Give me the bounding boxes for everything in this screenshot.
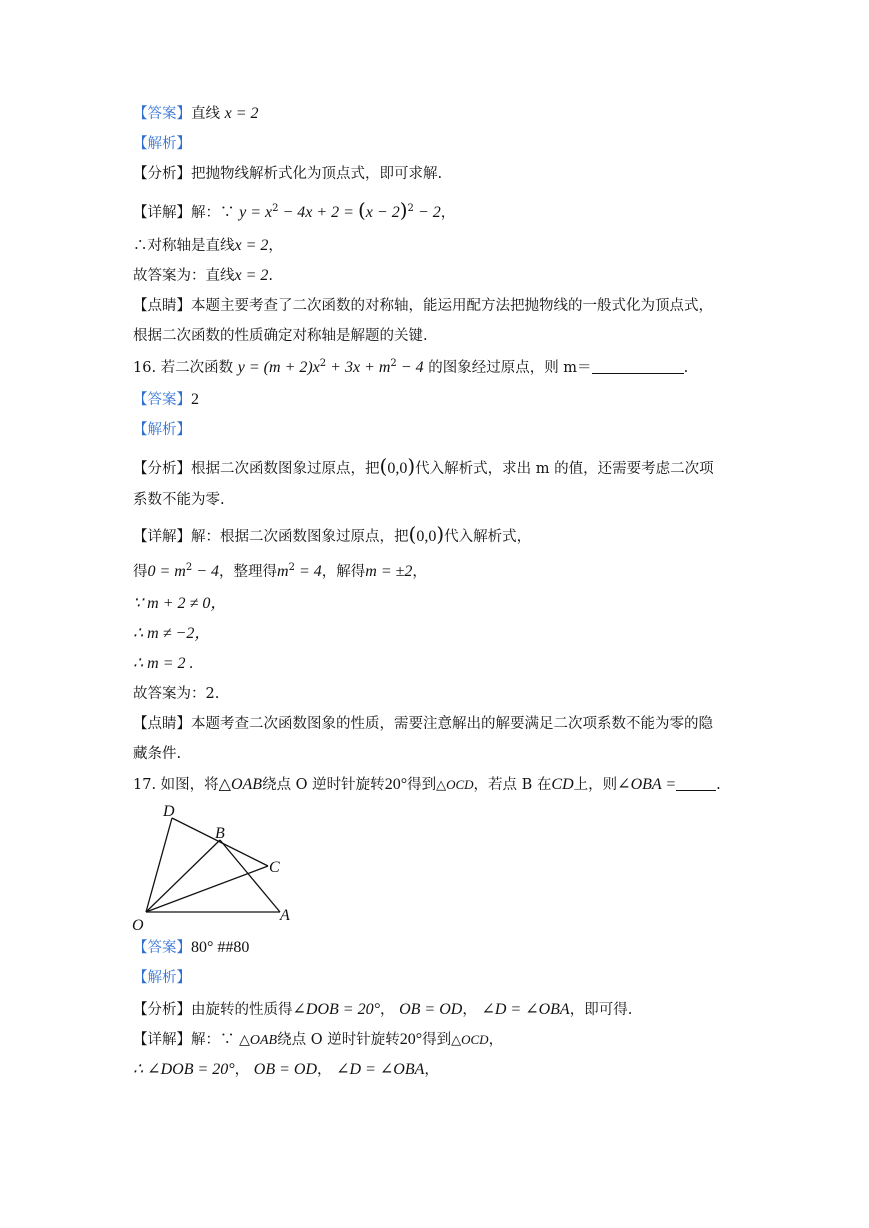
q15-fenxi-text: 把抛物线解析式化为顶点式，即可求解. bbox=[191, 166, 443, 182]
q16-comment-line2 bbox=[133, 744, 181, 764]
fenxi-tag: 【分析】 bbox=[133, 461, 191, 477]
q17-ang: ∠OBA = bbox=[617, 776, 677, 793]
q17-last-line: ∴ ∠DOB = 20°， OB = OD， ∠D = ∠OBA， bbox=[133, 1061, 439, 1078]
q16-comment-line1 bbox=[133, 714, 713, 734]
q17-detail-deg: 20° bbox=[399, 1031, 423, 1048]
detail-tag: 【详解】 bbox=[133, 529, 191, 545]
q15-detail-expr2: − 4x + 2 = bbox=[278, 204, 358, 221]
q15-answer-expr: x = 2 bbox=[224, 105, 259, 122]
q16-detail-line5 bbox=[133, 654, 194, 674]
q16-detail1-a: 解：根据二次函数图象过原点，把 bbox=[191, 529, 409, 545]
q16-detail-line3 bbox=[133, 594, 226, 614]
fenxi-tag: 【分析】 bbox=[133, 1002, 191, 1018]
label-B: B bbox=[215, 825, 225, 842]
q15-comment2: 根据二次函数的性质确定对称轴是解题的关键. bbox=[133, 328, 428, 344]
analysis-tag: 【解析】 bbox=[133, 970, 191, 986]
q17-stem-a: 如图，将 bbox=[160, 777, 219, 793]
q16-final: 故答案为：2. bbox=[133, 686, 220, 702]
q15-detail-expr3: x − 2 bbox=[365, 204, 400, 221]
q17-seg: CD bbox=[551, 776, 574, 793]
detail-tag: 【详解】 bbox=[133, 205, 191, 221]
q16-d2-e1: 0 = m bbox=[147, 563, 186, 580]
q17-last-e1: ∴ ∠DOB = 20° bbox=[133, 1061, 235, 1078]
label-C: C bbox=[269, 859, 280, 876]
answer-tag: 【答案】 bbox=[133, 392, 191, 408]
q17-answer-line bbox=[133, 938, 249, 958]
q17-number: 17. bbox=[133, 777, 157, 793]
q16-answer: 2 bbox=[191, 391, 199, 408]
q17-stem: 17. 如图，将△OAB绕点 O 逆时针旋转20°得到△OCD，若点 B 在CD上，则∠OBA = . bbox=[133, 776, 721, 793]
q17-stem-c: 得到 bbox=[407, 777, 437, 793]
q16-analysis-line bbox=[133, 420, 191, 440]
q17-tri1: △OAB bbox=[218, 776, 263, 793]
q16-point-2: 0,0 bbox=[416, 528, 437, 545]
segment-OB bbox=[146, 840, 220, 912]
q17-fenxi-e2: OB = OD bbox=[399, 1001, 463, 1018]
q16-d2-e2: m bbox=[277, 563, 289, 580]
q15-answer-text: 直线 bbox=[191, 106, 220, 122]
q16-fenxi-line1: 【分析】根据二次函数图象过原点，把(0,0)代入解析式，求出 m 的值，还需要考虑二次项 bbox=[133, 454, 714, 478]
q15-line3: 故答案为：直线x = 2. bbox=[133, 267, 274, 284]
q16-d2-b: ，整理得 bbox=[219, 564, 278, 580]
segment-OD bbox=[146, 818, 172, 912]
q17-deg: 20° bbox=[384, 776, 408, 793]
q15-line2-text: ∴对称轴是直线 bbox=[133, 238, 235, 254]
q17-answer-blank bbox=[676, 790, 716, 791]
q15-line2: ∴对称轴是直线x = 2， bbox=[133, 237, 283, 254]
q16-fenxi2: 系数不能为零. bbox=[133, 492, 225, 508]
q16-d2-c: ，解得 bbox=[321, 564, 366, 580]
q16-detail-line4 bbox=[133, 624, 210, 644]
q16-stem-expr3: − 4 bbox=[396, 359, 424, 376]
q15-detail-prefix: 解：∵ bbox=[191, 205, 240, 221]
q16-stem: 16. 若二次函数 $y = (m + 2)x^2 + 3x + m^2 - 4$ 的图象经过原点，则 m＝ . bbox=[133, 358, 689, 376]
q15-detail-sup: 2 bbox=[272, 203, 279, 214]
answer-tag: 【答案】 bbox=[133, 106, 191, 122]
q17-last-e3: ∠D = ∠OBA bbox=[336, 1061, 425, 1078]
q17-detail-tri1: △OAB bbox=[239, 1033, 278, 1048]
segment-BA bbox=[220, 840, 280, 912]
comment-tag: 【点睛】 bbox=[133, 298, 191, 314]
q16-answer-line bbox=[133, 390, 199, 410]
q15-fenxi-line bbox=[133, 164, 442, 184]
label-D: D bbox=[163, 803, 175, 820]
label-O: O bbox=[132, 917, 144, 934]
q17-fenxi-e1: ∠DOB = 20° bbox=[292, 1001, 380, 1018]
q16-d5: ∴ m = 2 . bbox=[133, 655, 194, 672]
analysis-tag: 【解析】 bbox=[133, 136, 191, 152]
q17-fenxi-e3: ∠D = ∠OBA bbox=[481, 1001, 570, 1018]
q16-fenxi-line2 bbox=[133, 490, 225, 510]
q16-stem-sup: 2 bbox=[319, 358, 327, 369]
q15-detail-expr: y = x bbox=[239, 204, 273, 221]
q16-d2-e2b: = 4 bbox=[294, 563, 322, 580]
q16-d2-e1b: − 4 bbox=[192, 563, 220, 580]
q16-point: 0,0 bbox=[387, 460, 408, 477]
comment-tag: 【点睛】 bbox=[133, 716, 191, 732]
detail-tag: 【详解】 bbox=[133, 1032, 191, 1048]
q15-line2-expr: x = 2 bbox=[234, 237, 269, 254]
q15-line3-text: 故答案为：直线 bbox=[133, 268, 235, 284]
q17-detail-b: 绕点 O 逆时针旋转 bbox=[277, 1032, 400, 1048]
q16-detail-line1: 【详解】解：根据二次函数图象过原点，把(0,0)代入解析式， bbox=[133, 522, 532, 546]
q17-detail-a: 解：∵ bbox=[191, 1032, 235, 1048]
label-A: A bbox=[280, 907, 290, 924]
q16-number: 16. bbox=[133, 360, 157, 376]
q16-d2-sup2: 2 bbox=[288, 562, 295, 573]
q16-detail1-b: 代入解析式， bbox=[444, 529, 532, 545]
q17-stem-e: 上，则 bbox=[573, 777, 618, 793]
q16-detail-line2: 得$0 = m^2 - 4$，整理得$m^2 = 4$，解得m = ±2， bbox=[133, 562, 427, 580]
q17-last-e2: OB = OD bbox=[253, 1061, 318, 1078]
q17-fenxi-a: 由旋转的性质得 bbox=[191, 1002, 293, 1018]
q15-detail-line: 【详解】解：∵ $y = x^2 - 4x + 2 = (x - 2)^2 - 2$， bbox=[133, 198, 456, 222]
q16-stem-expr2: + 3x + m bbox=[326, 359, 391, 376]
q15-detail-sup2: 2 bbox=[407, 203, 414, 214]
q17-detail-tri2: △OCD bbox=[451, 1032, 489, 1047]
q17-analysis-line bbox=[133, 968, 191, 988]
q16-answer-blank bbox=[592, 373, 684, 374]
q17-fenxi-line: 【分析】由旋转的性质得∠DOB = 20°， OB = OD， ∠D = ∠OBA，即可得. bbox=[133, 1001, 633, 1018]
q16-d4: ∴ m ≠ −2， bbox=[133, 625, 211, 642]
analysis-tag: 【解析】 bbox=[133, 422, 191, 438]
q15-comment-line2 bbox=[133, 326, 428, 346]
q15-comment-line1 bbox=[133, 296, 713, 316]
q15-detail-expr4: − 2 bbox=[413, 204, 441, 221]
q17-fenxi-b: ，即可得. bbox=[569, 1002, 633, 1018]
q15-line3-expr: x = 2 bbox=[234, 267, 269, 284]
q16-d2-a: 得 bbox=[133, 564, 148, 580]
segment-OC bbox=[146, 866, 268, 912]
q15-answer-line bbox=[133, 104, 259, 124]
fenxi-tag: 【分析】 bbox=[133, 166, 191, 182]
q17-detail-line: 【详解】解：∵ △OAB绕点 O 逆时针旋转20°得到△OCD， bbox=[133, 1031, 504, 1048]
q16-fenxi1-a: 根据二次函数图象过原点，把 bbox=[191, 461, 380, 477]
q16-comment1: 本题考查二次函数图象的性质，需要注意解出的解要满足二次项系数不能为零的隐 bbox=[191, 716, 713, 732]
q17-stem-d: ，若点 B 在 bbox=[473, 777, 552, 793]
q17-detail-c: 得到 bbox=[422, 1032, 452, 1048]
q16-d2-sup1: 2 bbox=[185, 562, 193, 573]
q17-stem-b: 绕点 O 逆时针旋转 bbox=[262, 777, 385, 793]
q17-tri2: △OCD bbox=[436, 777, 474, 792]
q17-answer: 80° ##80 bbox=[191, 939, 250, 956]
q16-stem-suffix: 的图象经过原点，则 m＝ bbox=[428, 360, 592, 376]
q15-analysis-line bbox=[133, 134, 191, 154]
geometry-figure bbox=[128, 800, 298, 935]
q16-comment2: 藏条件. bbox=[133, 746, 182, 762]
answer-tag: 【答案】 bbox=[133, 940, 191, 956]
q16-d3: ∵ m + 2 ≠ 0， bbox=[133, 595, 227, 612]
q16-final-line bbox=[133, 684, 219, 704]
q15-comment1: 本题主要考查了二次函数的对称轴，能运用配方法把抛物线的一般式化为顶点式， bbox=[191, 298, 713, 314]
q16-d2-e3: m = ±2 bbox=[365, 563, 413, 580]
q16-fenxi1-b: 代入解析式，求出 m 的值，还需要考虑二次项 bbox=[415, 461, 714, 477]
q16-stem-sup2: 2 bbox=[390, 358, 397, 369]
q16-stem-expr: y = (m + 2)x bbox=[237, 359, 320, 376]
q16-stem-prefix: 若二次函数 bbox=[160, 360, 234, 376]
